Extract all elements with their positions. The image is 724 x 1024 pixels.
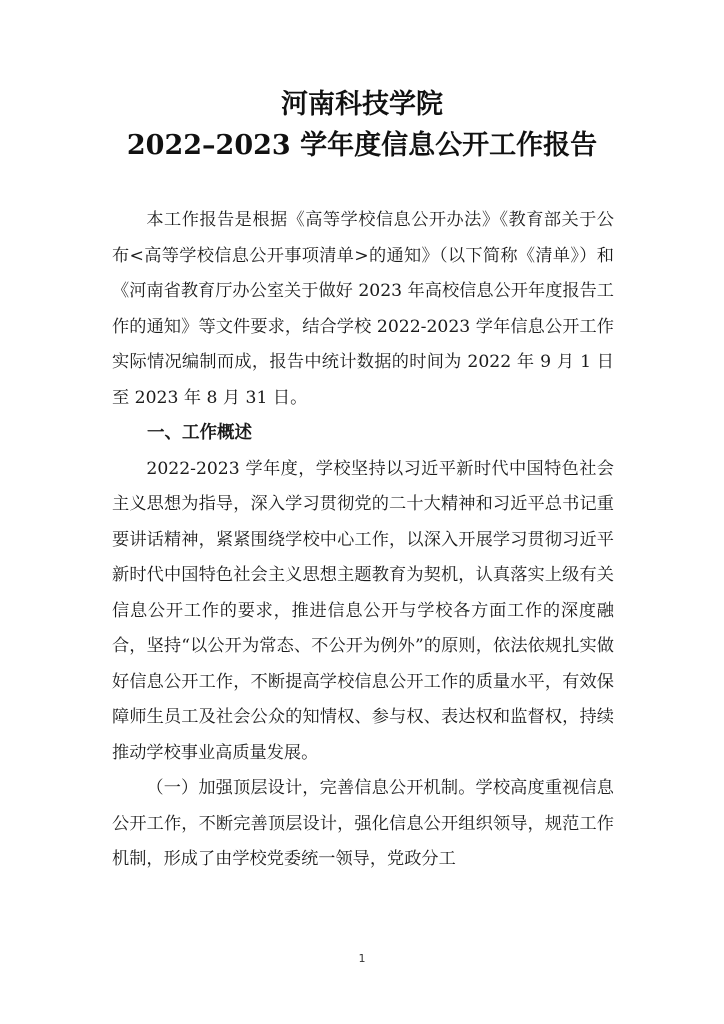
intro-paragraph: 本工作报告是根据《高等学校信息公开办法》《教育部关于公布<高等学校信息公开事项清单>的通知》（以下简称《清单》）和《河南省教育厅办公室关于做好 2023 年高校信息公开年度报告工作的通知》等文件要求，结合学校 2022-2023 学年信息公开工作实际情况编制而成，报告中统计数据的时间为 2022 年 9 月 1 日至 2023 年 8 月 31 日。	[112, 210, 614, 408]
document-title-institution: 河南科技学院	[281, 89, 443, 120]
overview-paragraph: 2022-2023 学年度，学校坚持以习近平新时代中国特色社会主义思想为指导，深入学习贯彻党的二十大精神和习近平总书记重要讲话精神，紧紧围绕学校中心工作，以深入开展学习贯彻习近平新时代中国特色社会主义思想主题教育为契机，认真落实上级有关信息公开工作的要求，推进信息公开与学校各方面工作的深度融合，坚持“以公开为常态、不公开为例外”的原则，依法依规扎实做好信息公开工作，不断提高学校信息公开工作的质量水平，有效保障师生员工及社会公众的知情权、参与权、表达权和监督权，持续推动学校事业高质量发展。	[112, 458, 614, 763]
subsection-paragraph	[112, 771, 614, 878]
subsection-text: 学校高度重视信息公开工作，不断完善顶层设计，强化信息公开组织领导，规范工作机制，形成了由学校党委统一领导，党政分工	[112, 778, 614, 869]
document-body	[112, 203, 614, 878]
section-heading-overview: 一、工作概述	[147, 423, 252, 443]
subsection-lead: （一）加强顶层设计，完善信息公开机制。	[146, 778, 476, 798]
document-title-report: 2022–2023 学年度信息公开工作报告	[126, 130, 598, 161]
page-number: 1	[358, 952, 366, 965]
